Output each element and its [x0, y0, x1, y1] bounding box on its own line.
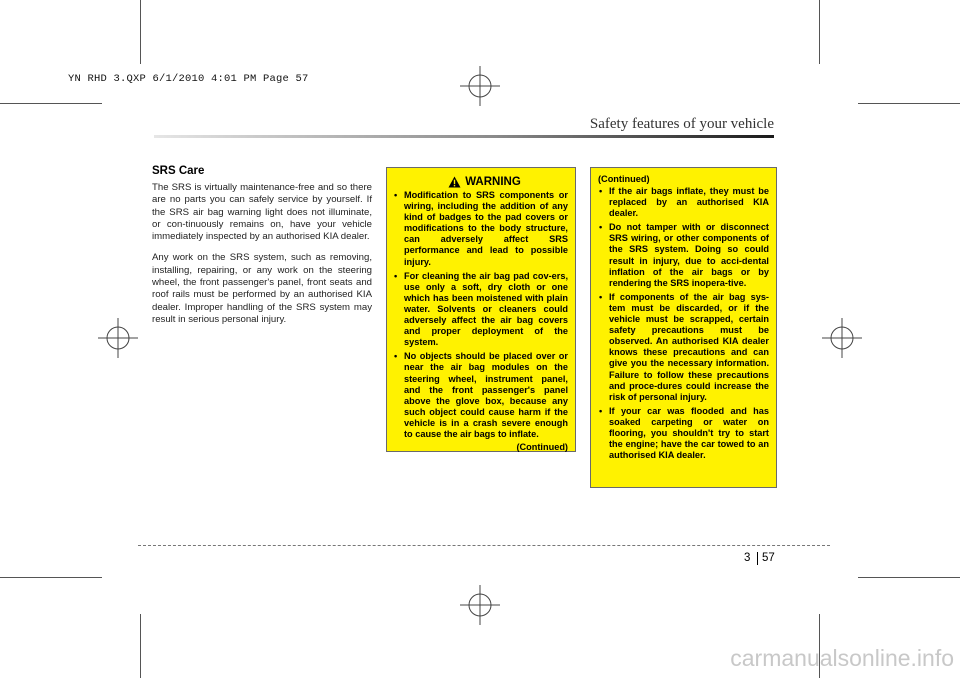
warning-triangle-icon — [448, 176, 461, 188]
crop-mark — [858, 103, 960, 104]
header-rule — [154, 135, 774, 138]
page-number: 57 — [762, 552, 775, 564]
continued-header: (Continued) — [598, 174, 650, 184]
registration-mark-icon — [98, 318, 138, 358]
watermark: carmanualsonline.info — [730, 645, 954, 671]
registration-mark-icon — [460, 585, 500, 625]
footer-divider — [138, 545, 830, 546]
crop-mark — [0, 103, 102, 104]
warning-list — [598, 186, 769, 461]
list-item: • If the air bags inflate, they must be replaced by an authorised KIA dealer. — [598, 186, 769, 219]
list-item: • Modification to SRS components or wiring, including the addition of any kind of badges to the pad covers or modifications to the body structure, can adversely affect SRS performance and lead to possible injury. — [393, 190, 568, 268]
list-item: • If your car was flooded and has soaked carpeting or water on flooring, you shouldn't try to start the engine; have the car towed to an authorised KIA dealer. — [598, 406, 769, 461]
registration-mark-icon — [822, 318, 862, 358]
warning-heading — [401, 176, 568, 188]
continued-label: (Continued) — [516, 442, 568, 453]
warning-box — [386, 167, 576, 452]
list-item: • For cleaning the air bag pad cov-ers, use only a soft, dry cloth or one which has been moistened with plain water. Solvents or cleaners could adversely affect the air bag covers and proper deployment of the system. — [393, 271, 568, 349]
srs-care-paragraph: Any work on the SRS system, such as removing, installing, repairing, or any work on the steering wheel, the front passenger's panel, front seats and roof rails must be performed by an authorised KIA dealer. Improper handling of the SRS system may result in serious personal injury. — [152, 252, 372, 325]
warning-continued-box — [590, 167, 777, 488]
crop-mark — [858, 577, 960, 578]
crop-mark — [0, 577, 102, 578]
crop-mark — [140, 614, 141, 678]
section-title: Safety features of your vehicle — [589, 116, 774, 132]
srs-care-heading: SRS Care — [152, 165, 205, 177]
crop-mark — [819, 0, 820, 64]
list-item: • No objects should be placed over or near the air bag modules on the steering wheel, instrument panel, and the front passenger's panel above the glove box, because any such object could cause harm if the vehicle is in a crash severe enough to cause the air bags to inflate. — [393, 351, 568, 440]
warning-title: WARNING — [465, 176, 521, 188]
crop-mark — [140, 0, 141, 64]
srs-care-section — [152, 165, 372, 335]
print-slug: YN RHD 3.QXP 6/1/2010 4:01 PM Page 57 — [68, 73, 309, 85]
warning-list — [393, 190, 568, 440]
page-number-separator — [757, 552, 758, 565]
srs-care-paragraph: The SRS is virtually maintenance-free and so there are no parts you can safely service by yourself. If the SRS air bag warning light does not illuminate, or con-tinuously remains on, have your vehicle immediately inspected by an authorised KIA dealer. — [152, 182, 372, 243]
registration-mark-icon — [460, 66, 500, 106]
list-item: • Do not tamper with or disconnect SRS wiring, or other components of the SRS system. Doing so could result in injury, due to acci-dental inflation of the air bags or by rendering the SRS inopera-tive. — [598, 222, 769, 289]
list-item: • If components of the air bag sys-tem must be discarded, or if the vehicle must be scrapped, certain safety precautions must be observed. An authorised KIA dealer knows these precautions and can give you the necessary information. Failure to follow these precautions and proce-dures could increase the risk of personal injury. — [598, 292, 769, 403]
chapter-number: 3 — [744, 552, 751, 564]
